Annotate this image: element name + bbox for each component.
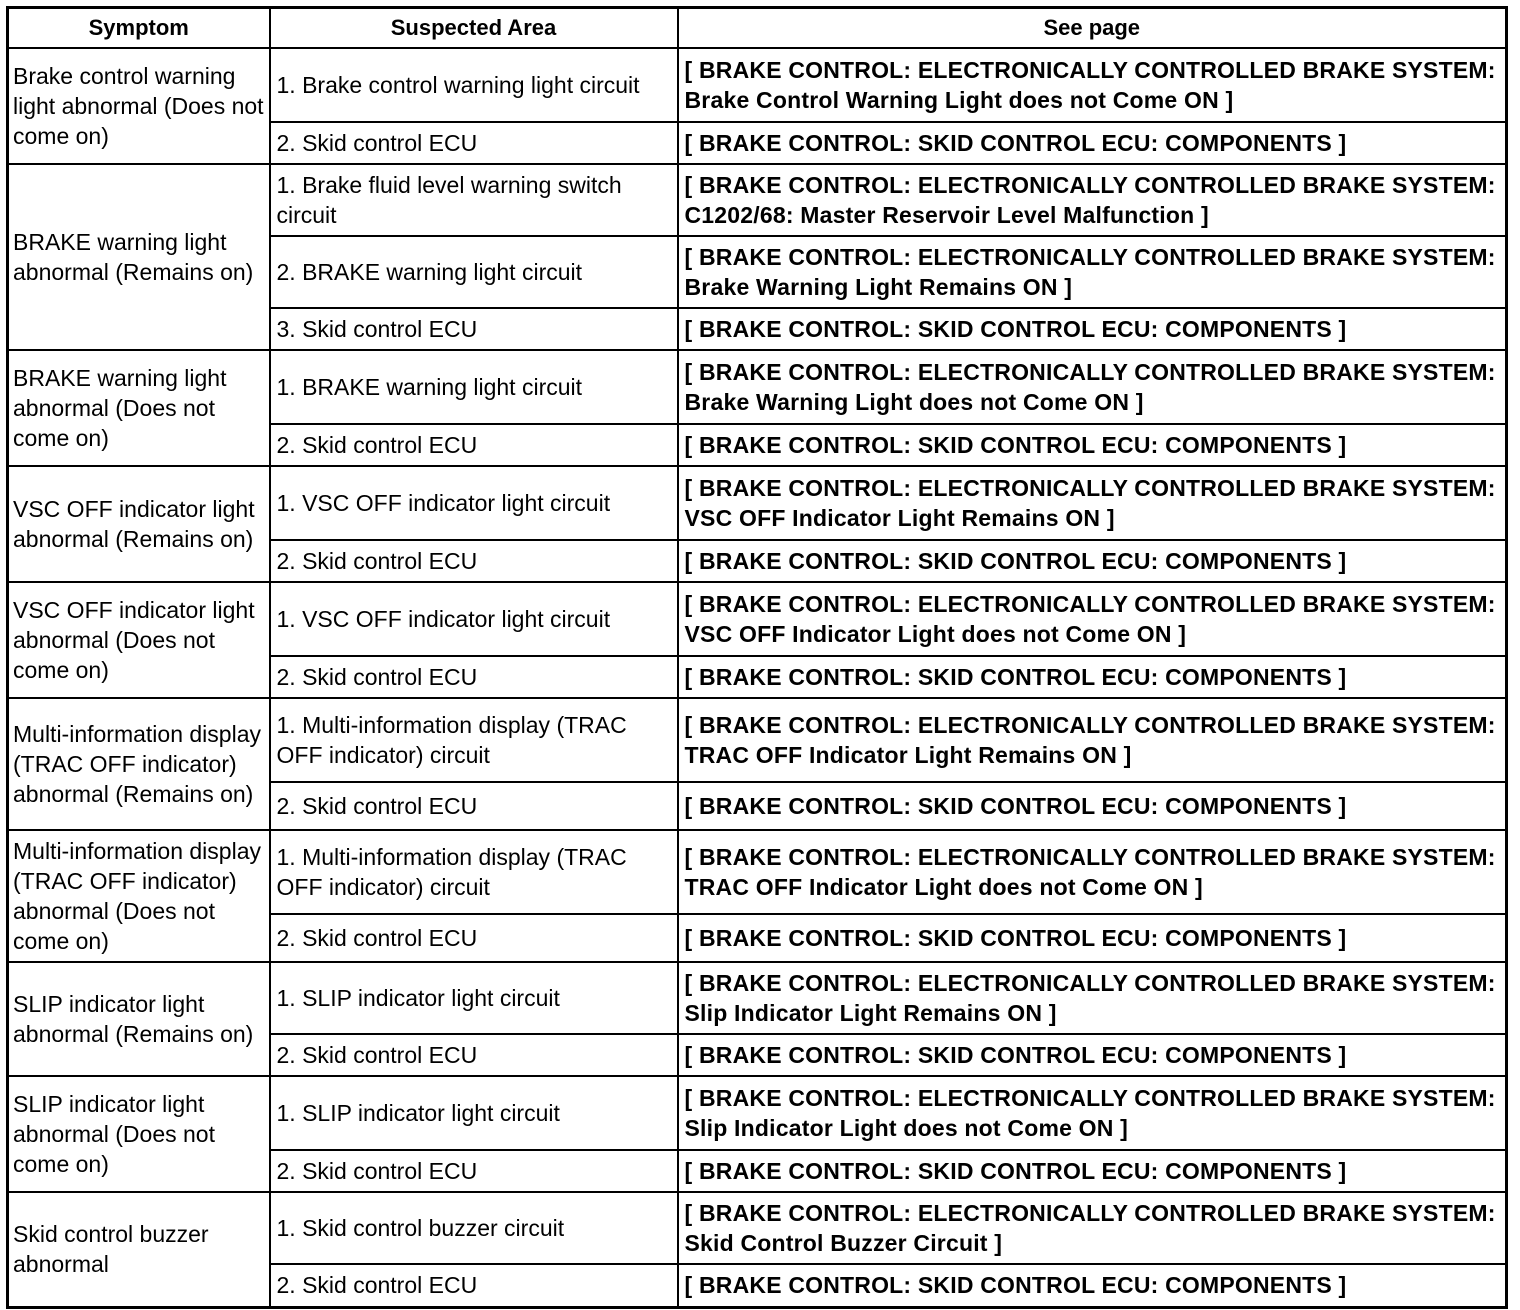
symptom-cell: SLIP indicator light abnormal (Remains on) — [8, 962, 270, 1076]
suspected-area-cell: 2. BRAKE warning light circuit — [270, 236, 678, 308]
see-page-link[interactable]: [ BRAKE CONTROL: ELECTRONICALLY CONTROLLED BRAKE SYSTEM: Brake Warning Light Remains ON ] — [678, 236, 1507, 308]
header-row — [8, 8, 1507, 48]
suspected-area-cell: 1. Skid control buzzer circuit — [270, 1192, 678, 1264]
symptom-cell: VSC OFF indicator light abnormal (Remains on) — [8, 466, 270, 582]
symptom-cell: BRAKE warning light abnormal (Remains on) — [8, 164, 270, 350]
symptom-table — [6, 6, 1508, 1309]
see-page-link[interactable]: [ BRAKE CONTROL: ELECTRONICALLY CONTROLLED BRAKE SYSTEM: Brake Control Warning Light does not Come ON ] — [678, 48, 1507, 122]
table-row — [8, 1076, 1507, 1150]
see-page-link[interactable]: [ BRAKE CONTROL: SKID CONTROL ECU: COMPONENTS ] — [678, 1150, 1507, 1192]
header-see-page: See page — [678, 8, 1507, 48]
table-row — [8, 830, 1507, 914]
see-page-link[interactable]: [ BRAKE CONTROL: SKID CONTROL ECU: COMPONENTS ] — [678, 308, 1507, 350]
table-row — [8, 1192, 1507, 1264]
see-page-link[interactable]: [ BRAKE CONTROL: ELECTRONICALLY CONTROLLED BRAKE SYSTEM: Slip Indicator Light Remains ON ] — [678, 962, 1507, 1034]
suspected-area-cell: 2. Skid control ECU — [270, 656, 678, 698]
header-symptom: Symptom — [8, 8, 270, 48]
symptom-cell: BRAKE warning light abnormal (Does not come on) — [8, 350, 270, 466]
table-row — [8, 962, 1507, 1034]
suspected-area-cell: 2. Skid control ECU — [270, 914, 678, 962]
suspected-area-cell: 1. SLIP indicator light circuit — [270, 1076, 678, 1150]
suspected-area-cell: 1. Brake fluid level warning switch circuit — [270, 164, 678, 236]
see-page-link[interactable]: [ BRAKE CONTROL: SKID CONTROL ECU: COMPONENTS ] — [678, 540, 1507, 582]
see-page-link[interactable]: [ BRAKE CONTROL: ELECTRONICALLY CONTROLLED BRAKE SYSTEM: VSC OFF Indicator Light does not Come ON ] — [678, 582, 1507, 656]
see-page-link[interactable]: [ BRAKE CONTROL: SKID CONTROL ECU: COMPONENTS ] — [678, 122, 1507, 164]
table-row — [8, 466, 1507, 540]
table-row — [8, 582, 1507, 656]
suspected-area-cell: 1. VSC OFF indicator light circuit — [270, 466, 678, 540]
header-suspected-area: Suspected Area — [270, 8, 678, 48]
table-row — [8, 164, 1507, 236]
table-row — [8, 48, 1507, 122]
see-page-link[interactable]: [ BRAKE CONTROL: SKID CONTROL ECU: COMPONENTS ] — [678, 424, 1507, 466]
table-row — [8, 350, 1507, 424]
see-page-link[interactable]: [ BRAKE CONTROL: ELECTRONICALLY CONTROLLED BRAKE SYSTEM: Brake Warning Light does not Come ON ] — [678, 350, 1507, 424]
suspected-area-cell: 1. Multi-information display (TRAC OFF indicator) circuit — [270, 830, 678, 914]
see-page-link[interactable]: [ BRAKE CONTROL: ELECTRONICALLY CONTROLLED BRAKE SYSTEM: C1202/68: Master Reservoir Level Malfunction ] — [678, 164, 1507, 236]
see-page-link[interactable]: [ BRAKE CONTROL: ELECTRONICALLY CONTROLLED BRAKE SYSTEM: Skid Control Buzzer Circuit ] — [678, 1192, 1507, 1264]
symptom-cell: Skid control buzzer abnormal — [8, 1192, 270, 1308]
table-row — [8, 698, 1507, 782]
see-page-link[interactable]: [ BRAKE CONTROL: ELECTRONICALLY CONTROLLED BRAKE SYSTEM: TRAC OFF Indicator Light does not Come ON ] — [678, 830, 1507, 914]
suspected-area-cell: 2. Skid control ECU — [270, 1150, 678, 1192]
see-page-link[interactable]: [ BRAKE CONTROL: ELECTRONICALLY CONTROLLED BRAKE SYSTEM: Slip Indicator Light does not Come ON ] — [678, 1076, 1507, 1150]
symptom-cell: Multi-information display (TRAC OFF indicator) abnormal (Does not come on) — [8, 830, 270, 962]
suspected-area-cell: 1. Brake control warning light circuit — [270, 48, 678, 122]
suspected-area-cell: 2. Skid control ECU — [270, 122, 678, 164]
suspected-area-cell: 2. Skid control ECU — [270, 782, 678, 830]
symptom-cell: Brake control warning light abnormal (Does not come on) — [8, 48, 270, 164]
see-page-link[interactable]: [ BRAKE CONTROL: SKID CONTROL ECU: COMPONENTS ] — [678, 782, 1507, 830]
suspected-area-cell: 2. Skid control ECU — [270, 1034, 678, 1076]
suspected-area-cell: 1. Multi-information display (TRAC OFF indicator) circuit — [270, 698, 678, 782]
suspected-area-cell: 2. Skid control ECU — [270, 540, 678, 582]
table-body — [8, 48, 1507, 1308]
suspected-area-cell: 2. Skid control ECU — [270, 424, 678, 466]
suspected-area-cell: 1. VSC OFF indicator light circuit — [270, 582, 678, 656]
suspected-area-cell: 3. Skid control ECU — [270, 308, 678, 350]
suspected-area-cell: 2. Skid control ECU — [270, 1264, 678, 1308]
see-page-link[interactable]: [ BRAKE CONTROL: SKID CONTROL ECU: COMPONENTS ] — [678, 656, 1507, 698]
suspected-area-cell: 1. SLIP indicator light circuit — [270, 962, 678, 1034]
symptom-cell: SLIP indicator light abnormal (Does not come on) — [8, 1076, 270, 1192]
symptom-cell: Multi-information display (TRAC OFF indicator) abnormal (Remains on) — [8, 698, 270, 830]
symptom-cell: VSC OFF indicator light abnormal (Does not come on) — [8, 582, 270, 698]
suspected-area-cell: 1. BRAKE warning light circuit — [270, 350, 678, 424]
see-page-link[interactable]: [ BRAKE CONTROL: SKID CONTROL ECU: COMPONENTS ] — [678, 1264, 1507, 1308]
see-page-link[interactable]: [ BRAKE CONTROL: ELECTRONICALLY CONTROLLED BRAKE SYSTEM: TRAC OFF Indicator Light Remains ON ] — [678, 698, 1507, 782]
see-page-link[interactable]: [ BRAKE CONTROL: ELECTRONICALLY CONTROLLED BRAKE SYSTEM: VSC OFF Indicator Light Remains ON ] — [678, 466, 1507, 540]
see-page-link[interactable]: [ BRAKE CONTROL: SKID CONTROL ECU: COMPONENTS ] — [678, 1034, 1507, 1076]
see-page-link[interactable]: [ BRAKE CONTROL: SKID CONTROL ECU: COMPONENTS ] — [678, 914, 1507, 962]
